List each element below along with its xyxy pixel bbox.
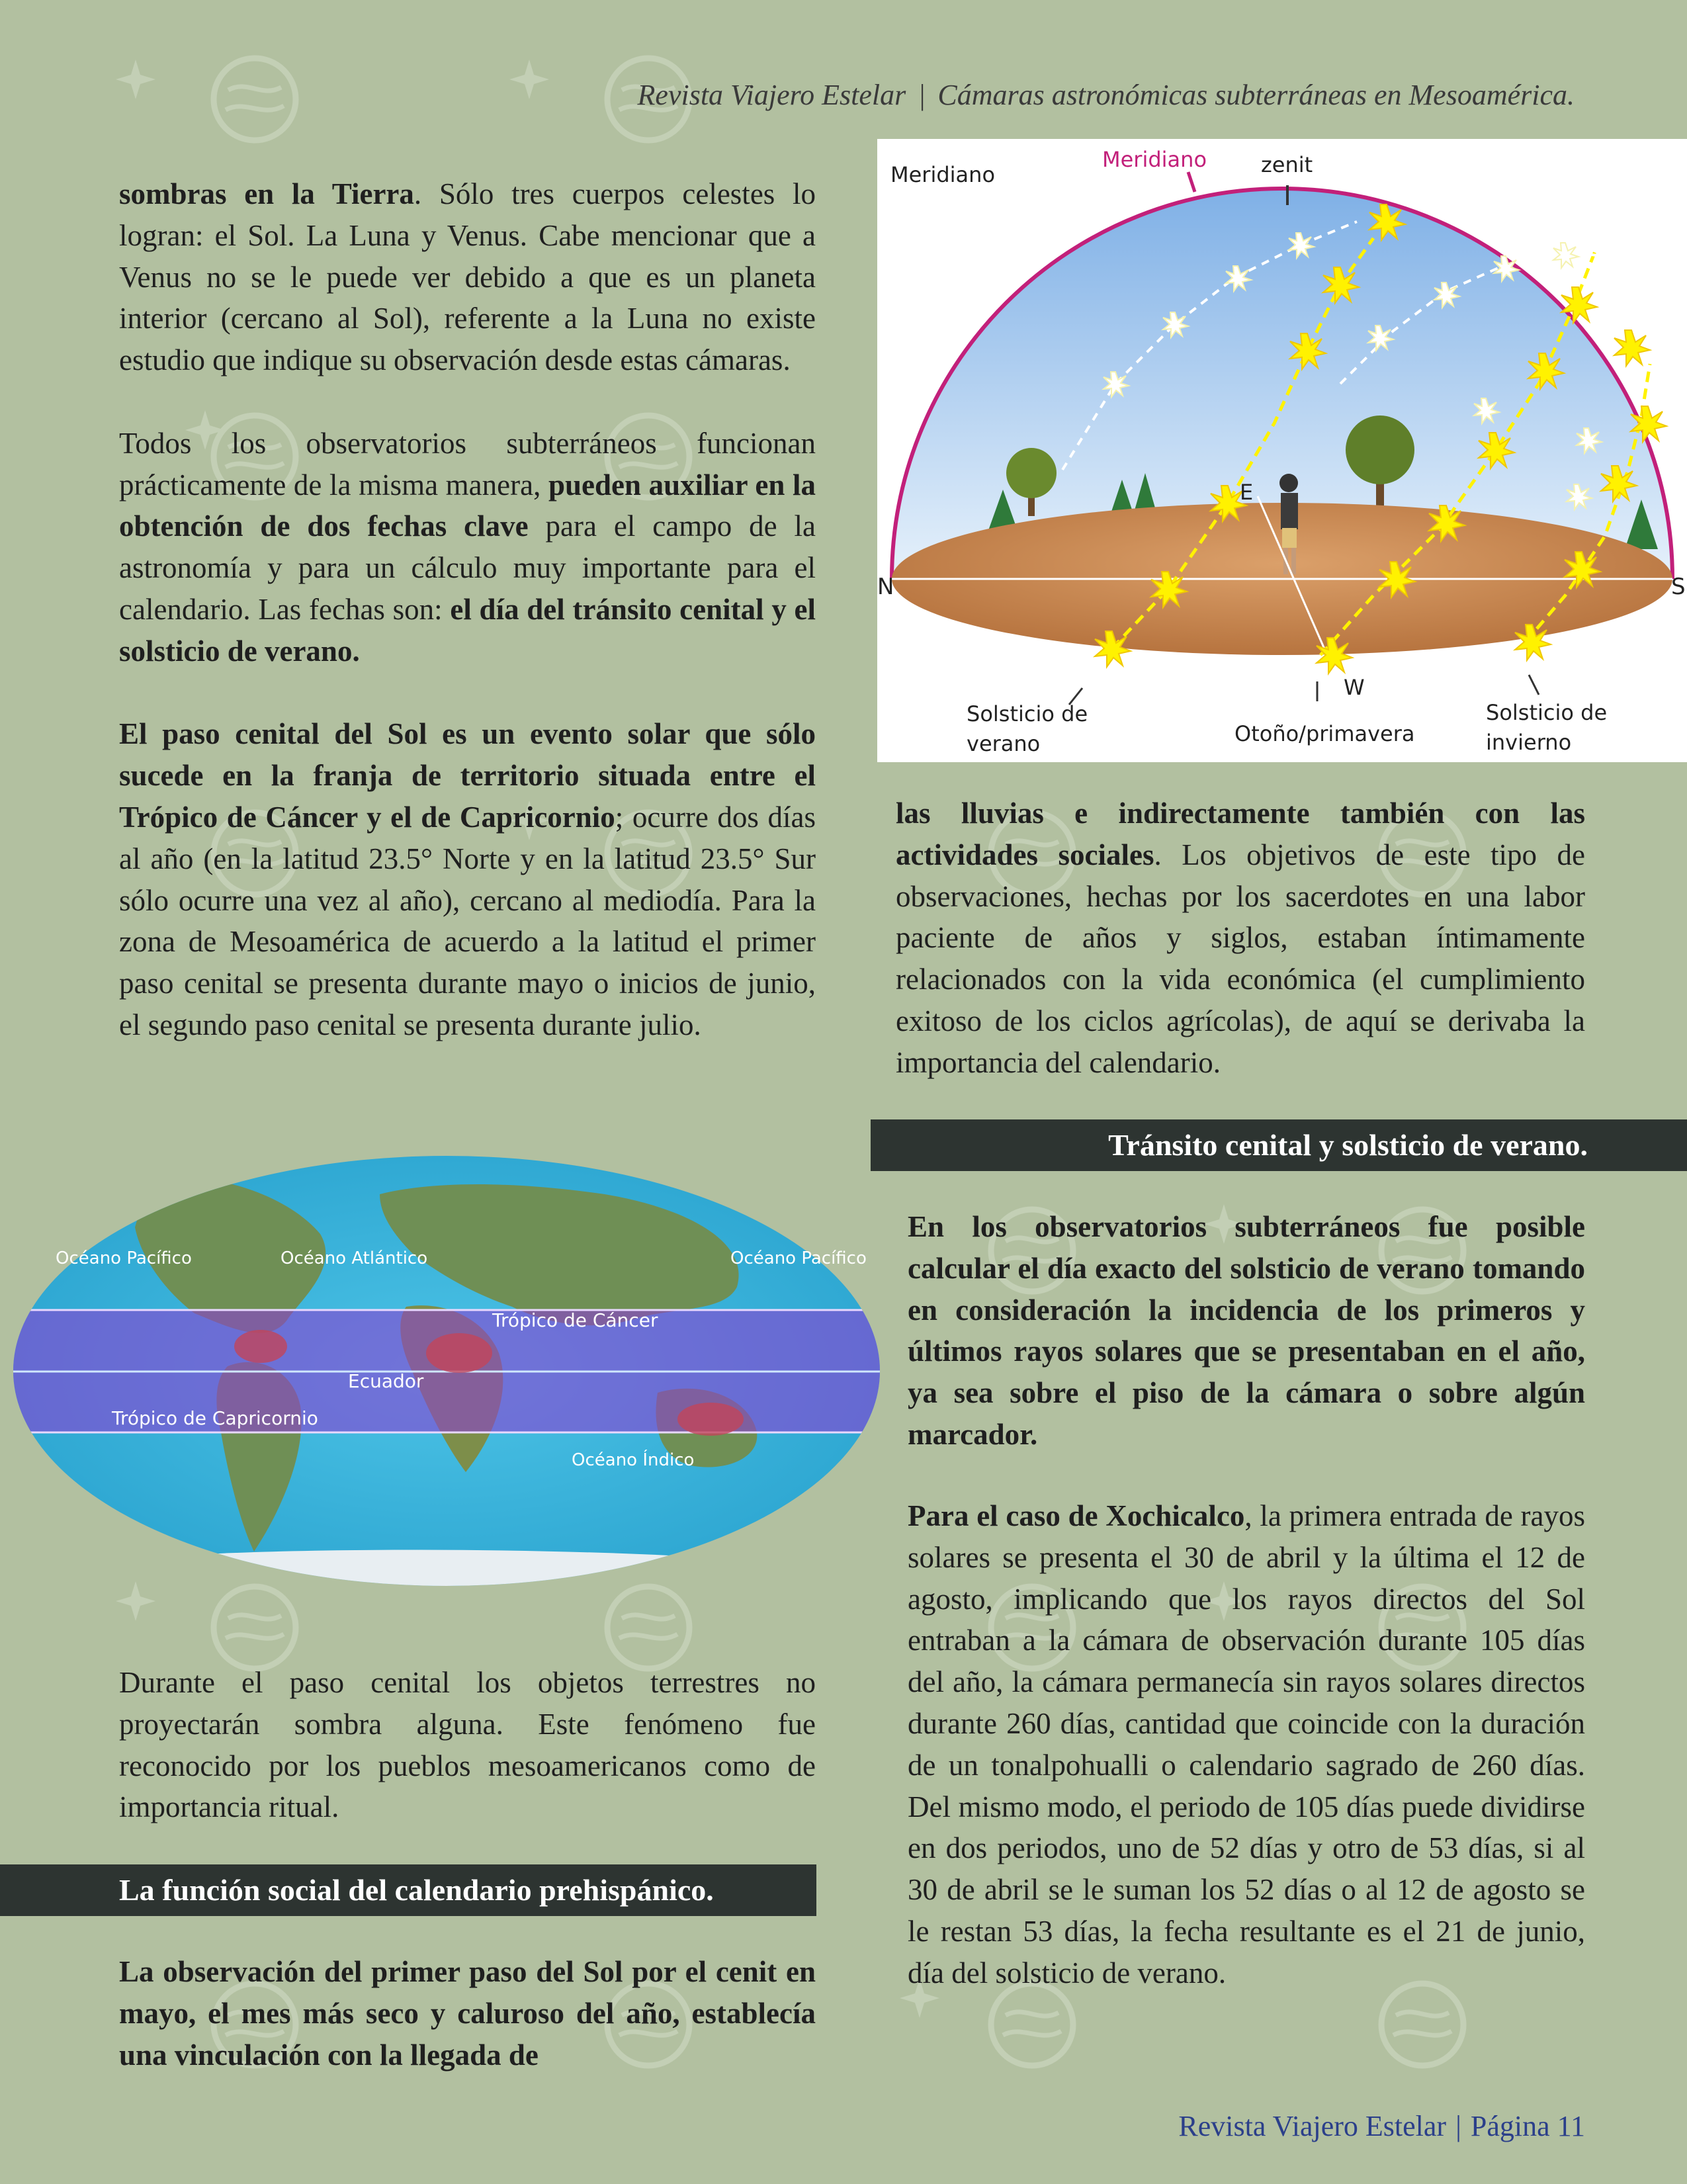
paragraph-zenith-passage <box>119 713 816 1045</box>
label-summer-solstice-line1: Solsticio de <box>967 701 1088 726</box>
paragraph-text: . Sólo tres cuerpos celestes lo logran: el Sol. La Luna y Venus. Cabe mencionar que a Venus no se le puede ver debido a que es un planeta interior (cercano al Sol), referente a la Luna no existe estudio que indique su observación desde estas cámaras. <box>119 177 816 377</box>
label-zenit: zenit <box>1261 152 1313 177</box>
label-tropic-capricorn: Trópico de Capricornio <box>112 1407 318 1429</box>
label-atlantic: Océano Atlántico <box>281 1248 428 1268</box>
label-tropic-cancer: Trópico de Cáncer <box>492 1309 658 1331</box>
header-separator: | <box>918 79 926 111</box>
bold-phrase: En los observatorios subterráneos fue posible calcular el día exacto del solsticio de verano tomando en consideración la incidencia de los primeros y últimos rayos solares que se presentaban en el año, ya sea sobre el piso de la cámara o sobre algún marcador. <box>908 1210 1585 1451</box>
left-column-bottom-text <box>119 1662 816 1828</box>
label-equator: Ecuador <box>348 1370 424 1392</box>
label-west: W <box>1344 675 1365 700</box>
bold-phrase: el día del tránsito cenital y el solsticio de verano. <box>119 592 816 668</box>
paragraph-rains <box>896 793 1585 1084</box>
label-north: N <box>877 574 894 600</box>
label-east: E <box>1240 480 1254 505</box>
paragraph-text: Todos los observatorios subterráneos funcionan prácticamente de la misma manera, <box>119 426 816 502</box>
label-summer-solstice-line2: verano <box>967 731 1041 756</box>
paragraph-no-shadow: Durante el paso cenital los objetos terrestres no proyectarán sombra alguna. Este fenómeno fue reconocido por los pueblos mesoamericanos como de importancia ritual. <box>119 1666 816 1824</box>
paragraph-text: ; ocurre dos días al año (en la latitud 23.5° Norte y en la latitud 23.5° Sur sólo ocurre una vez al año), cercano al mediodía. Para la zona de Mesoamérica de acuerdo a la latitud el primer paso cenital se presenta durante mayo o inicios de junio, el segundo paso cenital se presenta durante julio. <box>119 800 816 1041</box>
label-pacific-right: Océano Pacífico <box>730 1248 867 1268</box>
footer-separator: | <box>1455 2110 1461 2142</box>
paragraph-observatories <box>119 423 816 672</box>
bold-phrase: las lluvias e indirectamente también con las actividades sociales <box>896 797 1585 871</box>
bold-phrase: sombras en la Tierra <box>119 177 414 210</box>
sun-path-diagram <box>877 139 1687 762</box>
paragraph-solstice-calc <box>908 1206 1585 1456</box>
bold-phrase: El paso cenital del Sol es un evento solar que sólo sucede en la franja de territorio situada entre el Trópico de Cáncer y el de Capricornio <box>119 717 816 834</box>
label-south: S <box>1671 574 1686 600</box>
right-column-bold-paragraph <box>908 1206 1585 1456</box>
paragraph-text: para el campo de la astronomía y para un cálculo muy importante para el calendario. Las fechas son: <box>119 509 816 626</box>
right-column-bottom-text <box>896 1495 1585 1994</box>
footer-magazine-name: Revista Viajero Estelar <box>1178 2110 1447 2142</box>
sun-path-svg <box>877 139 1687 762</box>
label-winter-solstice-line2: invierno <box>1486 730 1572 755</box>
label-pacific-left: Océano Pacífico <box>56 1248 192 1268</box>
label-indian-ocean: Océano Índico <box>572 1450 695 1470</box>
bold-phrase: pueden auxiliar en la obtención de dos fechas clave <box>119 468 816 543</box>
page-number: Página 11 <box>1470 2110 1585 2142</box>
bold-phrase: Para el caso de Xochicalco <box>908 1499 1245 1532</box>
running-header <box>582 78 1575 112</box>
paragraph-xochicalco <box>896 1495 1585 1994</box>
paragraph-text: . Los objetivos de este tipo de observaciones, hechas por los sacerdotes en una labor paciente de años y siglos, estaban íntimamente relacionados con la vida económica (el cumplimiento exitoso de los ciclos agrícolas), de aquí se derivaba la importancia del calendario. <box>896 838 1586 1079</box>
label-winter-solstice-line1: Solsticio de <box>1486 700 1608 725</box>
header-article-title: Cámaras astronómicas subterráneas en Mesoamérica. <box>937 79 1575 111</box>
world-map-tropics <box>9 1155 884 1588</box>
label-meridiano-arc: Meridiano <box>1102 147 1207 172</box>
label-meridiano-left: Meridiano <box>890 162 996 187</box>
paragraph-first-passage <box>119 1951 816 2075</box>
paragraph-celestial-bodies <box>119 173 816 381</box>
left-column-last-text <box>119 1951 816 2075</box>
section-title-zenith-solstice: Tránsito cenital y solsticio de verano. <box>871 1119 1687 1171</box>
label-equinox: Otoño/primavera <box>1234 721 1415 746</box>
page-footer <box>992 2109 1585 2143</box>
left-column-top-text <box>119 173 816 1046</box>
bold-phrase: La observación del primer paso del Sol por el cenit en mayo, el mes más seco y caluroso del año, establecía una vinculación con la llegada de <box>119 1955 816 2072</box>
paragraph-text: , la primera entrada de rayos solares se presenta el 30 de abril y la última el 12 de agosto, implicando que los rayos directos del Sol entraban a la cámara de observación durante 105 días del año, la cámara permanecía sin rayos solares directos durante 260 días, cantidad que coincide con la duración de un tonalpohualli o calendario sagrado de 260 días. Del mismo modo, el periodo de 105 días puede dividirse en dos periodos, uno de 52 días y otro de 53 días, si al 30 de abril se le suman los 52 días o al 12 de agosto se le restan 53 días, la fecha resultante es el 21 de junio, día del solsticio de verano. <box>908 1499 1586 1989</box>
header-magazine-name: Revista Viajero Estelar <box>637 79 906 111</box>
world-map-svg <box>9 1155 884 1588</box>
section-title-calendar-function: La función social del calendario prehispánico. <box>0 1864 816 1916</box>
right-column-top-text <box>896 793 1585 1084</box>
